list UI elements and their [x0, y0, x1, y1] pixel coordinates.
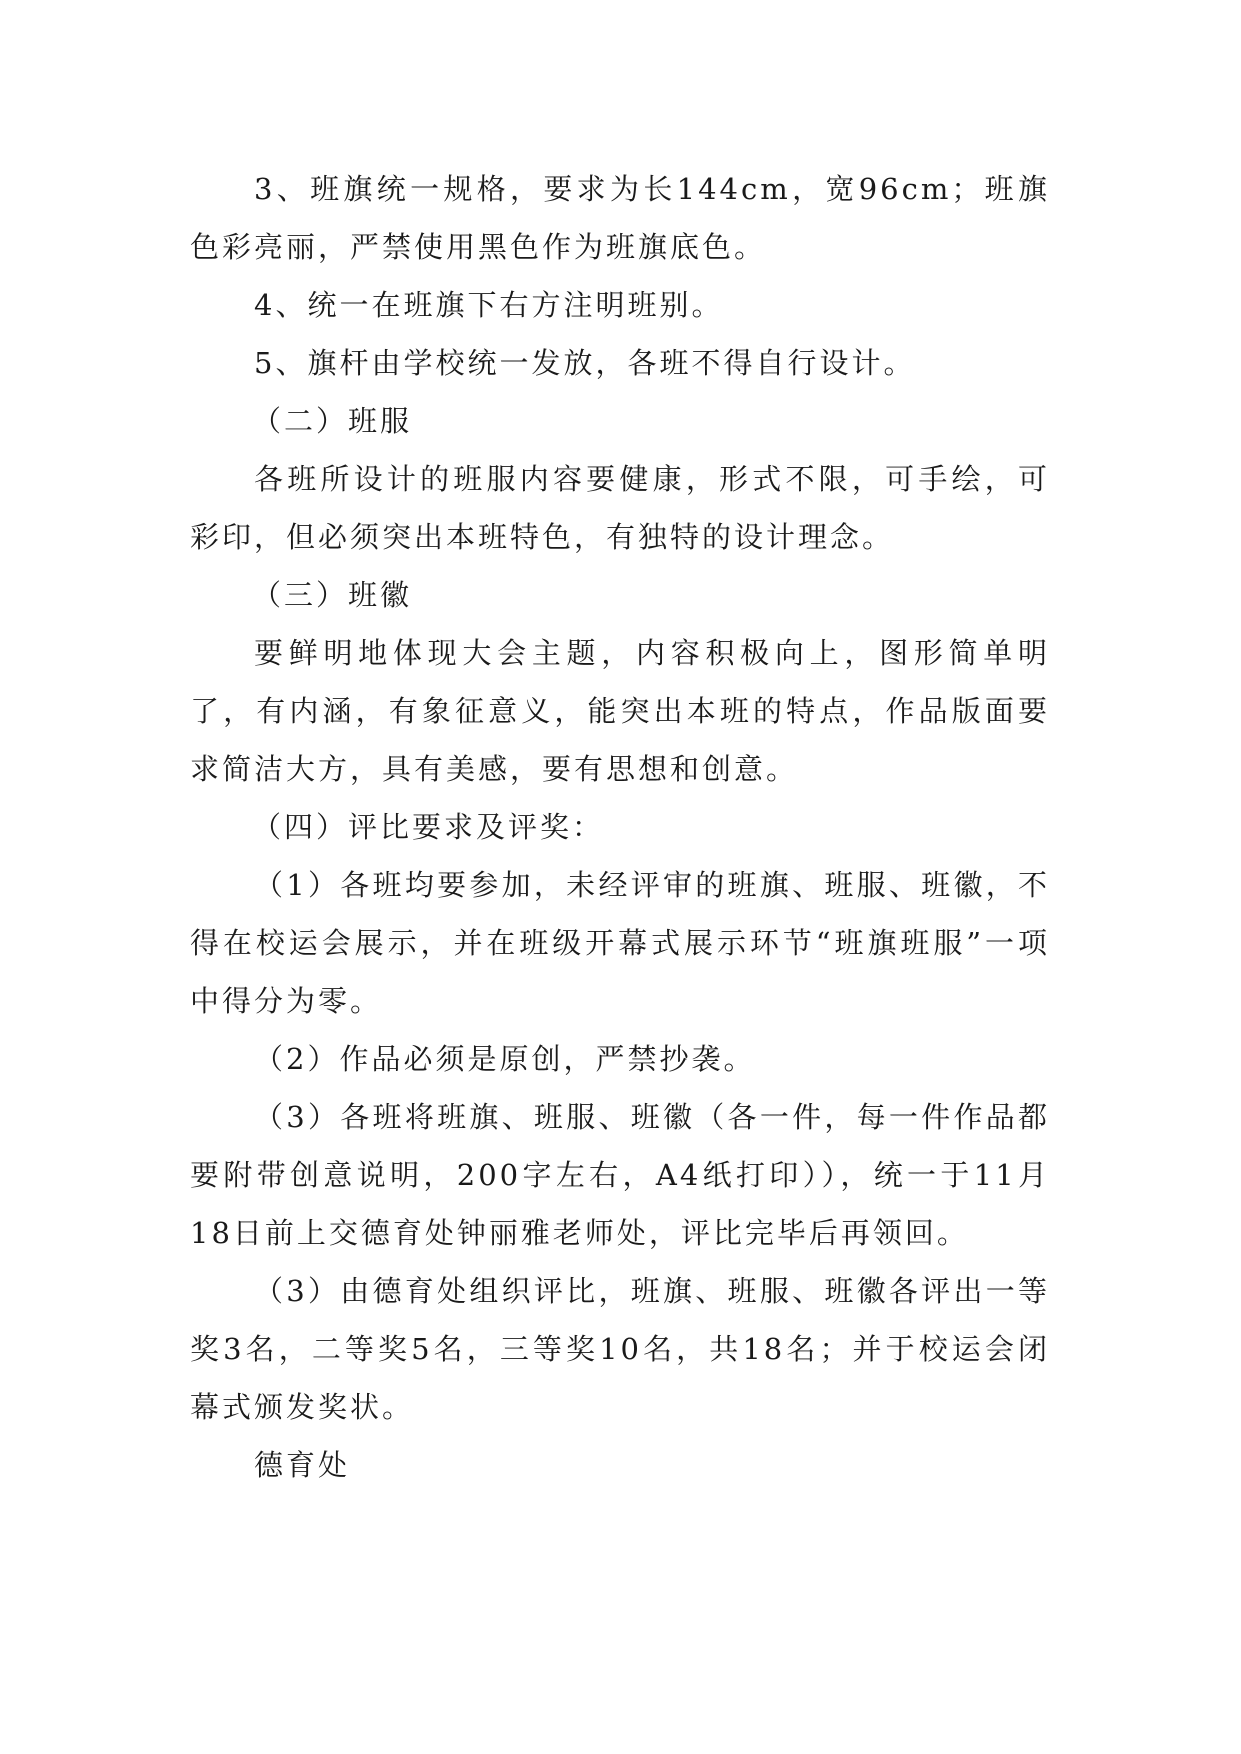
signature: 德育处 [254, 1448, 351, 1482]
paragraph-flag-size: 3、班旗统一规格，要求为长144cm，宽96cm；班旗色彩亮丽，严禁使用黑色作为班旗底色。 [190, 172, 1050, 264]
paragraph-judging-3b: （3）由德育处组织评比，班旗、班服、班徽各评出一等奖3名，二等奖5名，三等奖10名，共18名；并于校运会闭幕式颁发奖状。 [190, 1274, 1050, 1424]
section-heading-judging: （四）评比要求及评奖： [252, 810, 605, 844]
paragraph-judging-1: （1）各班均要参加，未经评审的班旗、班服、班徽，不得在校运会展示，并在班级开幕式展示环节“班旗班服”一项中得分为零。 [190, 868, 1050, 1018]
paragraph-flag-pole: 5、旗杆由学校统一发放，各班不得自行设计。 [254, 346, 916, 380]
section-heading-emblem: （三）班徽 [252, 578, 413, 612]
paragraph-flag-label: 4、统一在班旗下右方注明班别。 [254, 288, 724, 322]
paragraph-judging-2: （2）作品必须是原创，严禁抄袭。 [254, 1042, 756, 1076]
section-heading-uniform: （二）班服 [252, 404, 413, 438]
document-body [190, 160, 1050, 1494]
paragraph-judging-3a: （3）各班将班旗、班服、班徽（各一件，每一件作品都要附带创意说明，200字左右，A4纸打印）），统一于11月18日前上交德育处钟丽雅老师处，评比完毕后再领回。 [190, 1100, 1050, 1250]
paragraph-emblem: 要鲜明地体现大会主题，内容积极向上，图形简单明了，有内涵，有象征意义，能突出本班的特点，作品版面要求简洁大方，具有美感，要有思想和创意。 [190, 636, 1050, 786]
paragraph-uniform: 各班所设计的班服内容要健康，形式不限，可手绘，可彩印，但必须突出本班特色，有独特的设计理念。 [190, 462, 1050, 554]
